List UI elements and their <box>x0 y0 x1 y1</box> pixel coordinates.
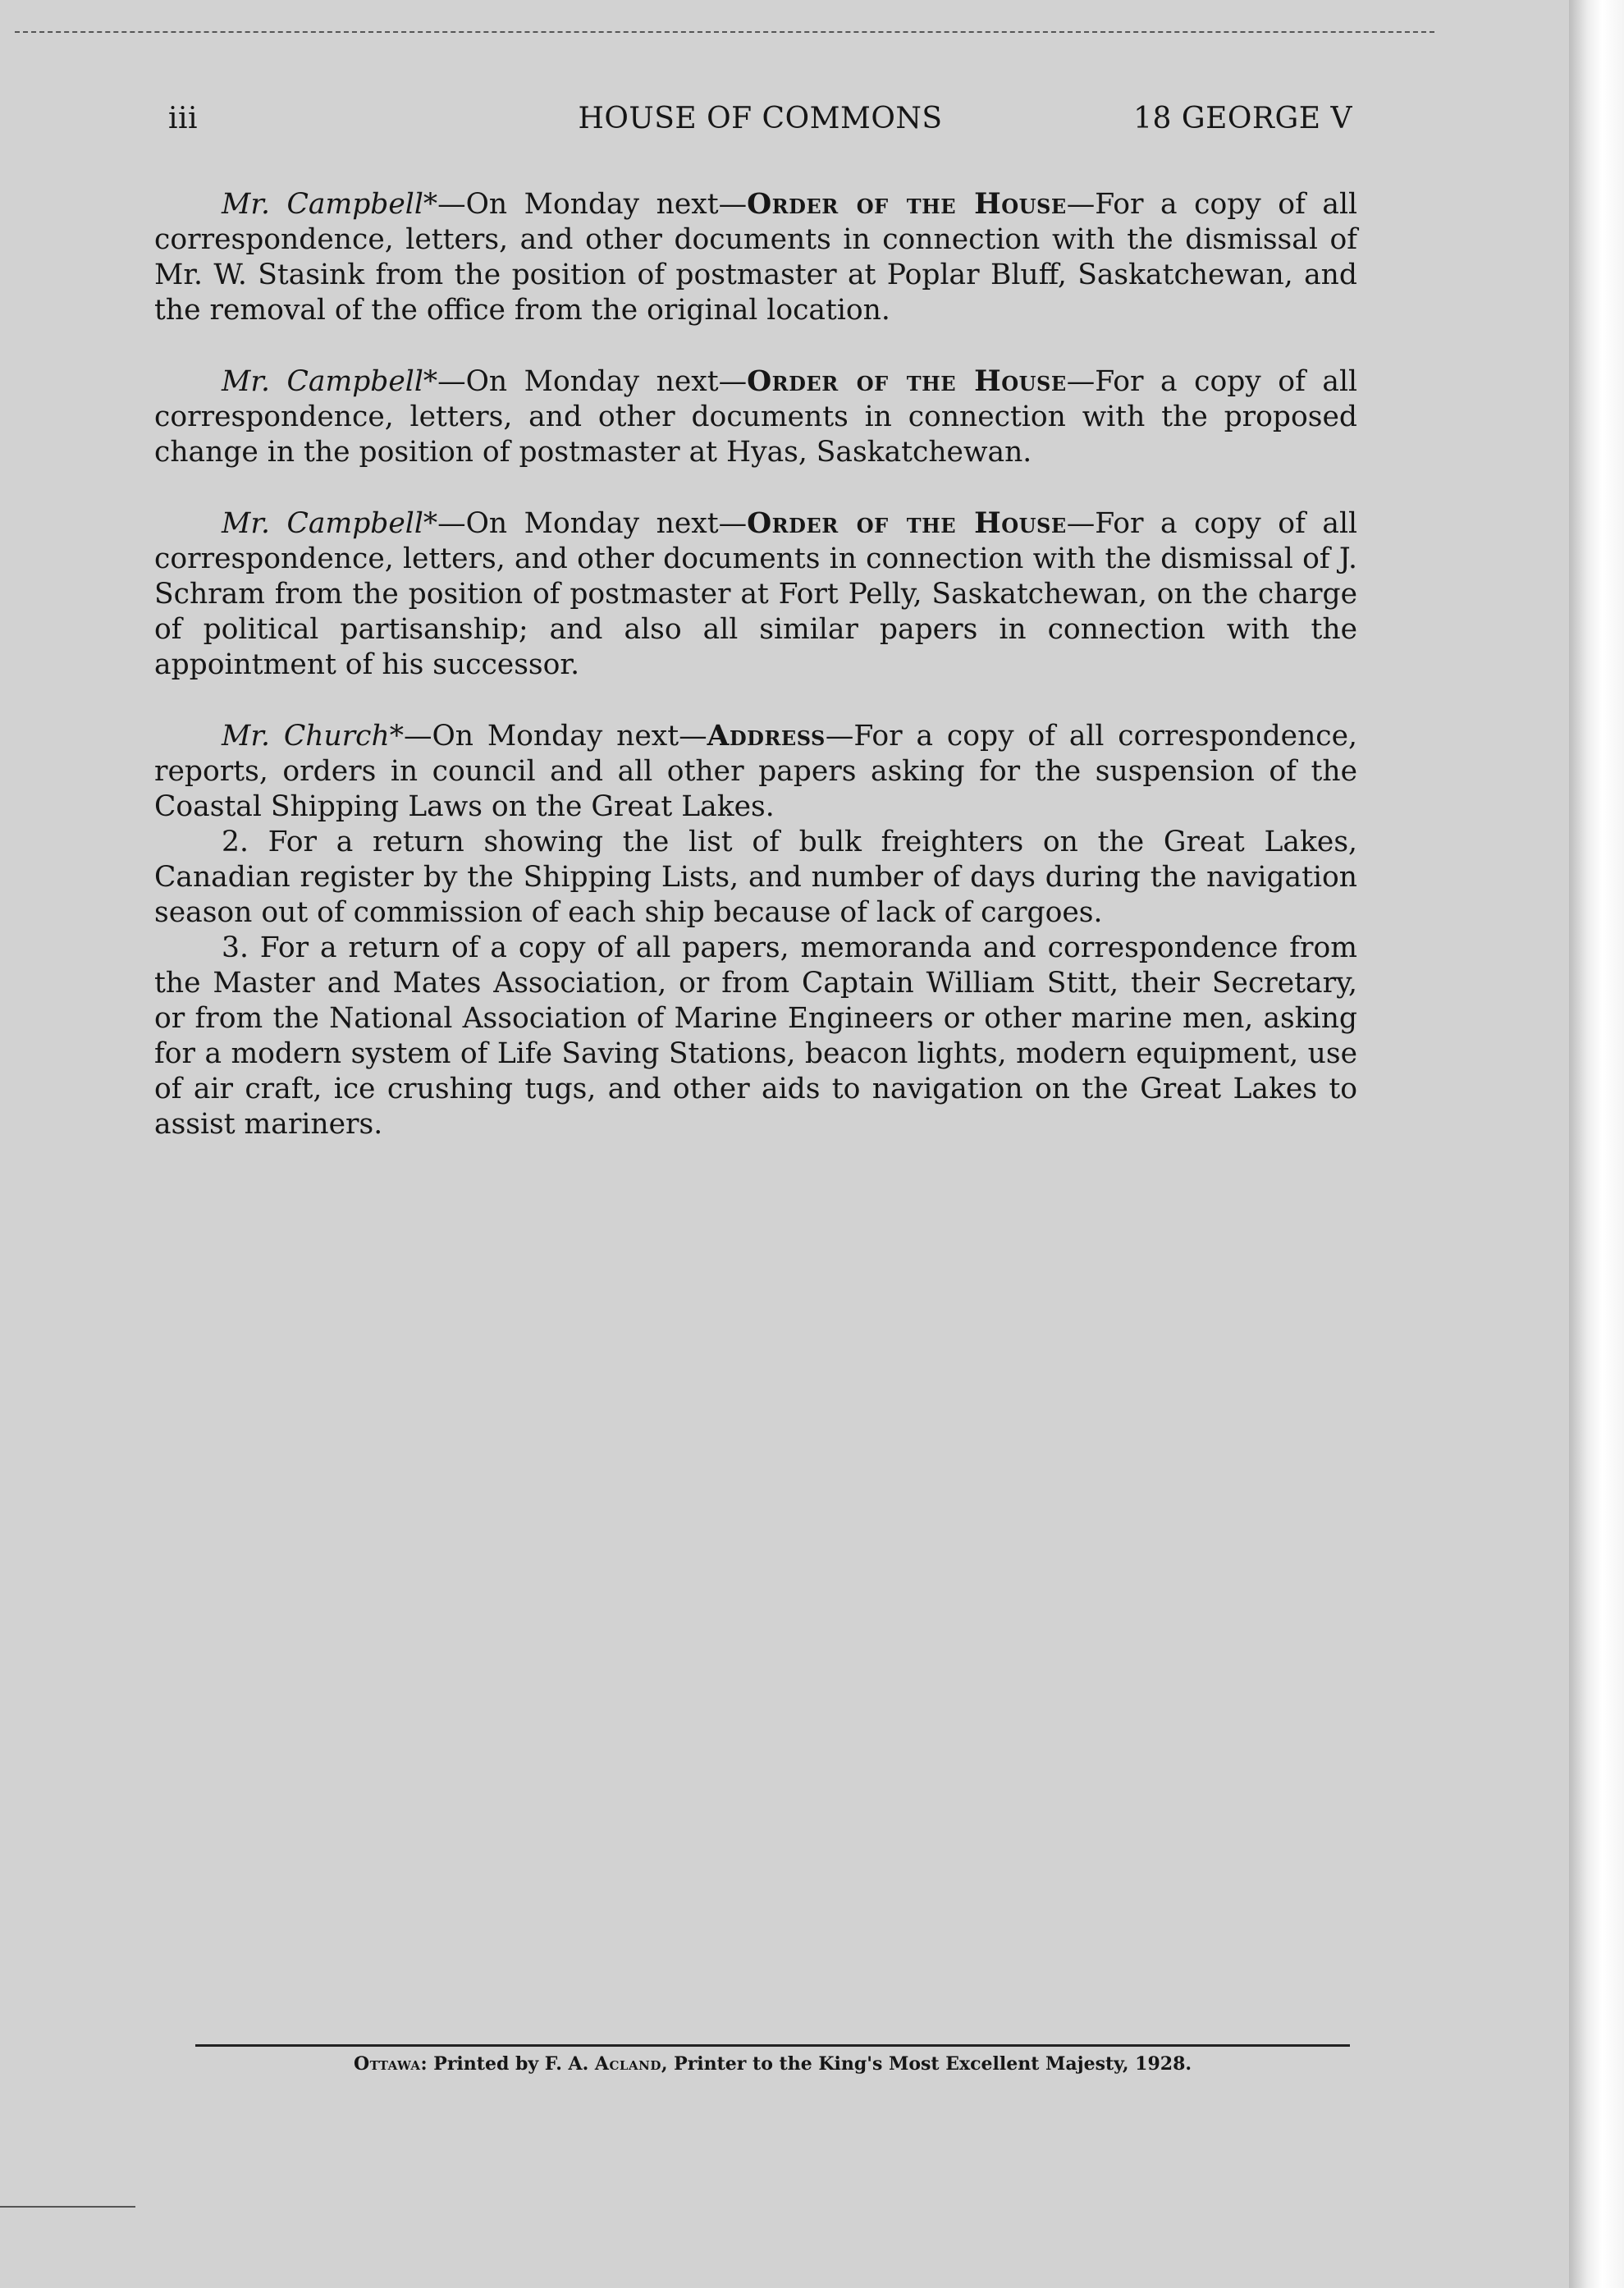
imprint-printer: Acland <box>594 2053 661 2075</box>
notice-paragraph: Mr. Campbell*—On Monday next—Order of the House—For a copy of all correspondence, letters, and other documents in connection with the dismissal of Mr. W. Stasink from the position of postmaster at Poplar Bluff, Saskatchewan, and the removal of the office from the original location. <box>154 188 1358 327</box>
order-label: Order of the House <box>747 507 1067 540</box>
footer-rule <box>195 2044 1350 2047</box>
notices-body <box>154 187 1357 1142</box>
page-number: iii <box>168 102 199 135</box>
regnal-year: 18 GEORGE V <box>1133 102 1352 135</box>
printer-imprint: Ottawa: Printed by F. A. Acland, Printer to the King's Most Excellent Majesty, 1928. <box>353 2053 1192 2075</box>
notice-paragraph: Mr. Campbell*—On Monday next—Order of the House—For a copy of all correspondence, letters, and other documents in connection with the dismissal of J. Schram from the position of postmaster at Fort Pelly, Saskatchewan, on the charge of political partisanship; and also all similar papers in connection with the appointment of his successor. <box>154 507 1358 681</box>
bottom-rule <box>0 2206 135 2208</box>
member-name: Mr. Campbell* <box>222 507 438 540</box>
imprint-city: Ottawa <box>353 2053 421 2075</box>
notice-paragraph: Mr. Campbell*—On Monday next—Order of the House—For a copy of all correspondence, letters, and other documents in connection with the proposed change in the position of postmaster at Hyas, Saskatchewan. <box>154 365 1358 469</box>
order-label: Order of the House <box>747 188 1067 221</box>
address-label: Address <box>707 720 826 753</box>
running-header <box>168 102 1352 143</box>
page-edge-shadow <box>1569 0 1624 2288</box>
member-name: Mr. Church* <box>222 720 404 753</box>
member-name: Mr. Campbell* <box>222 365 438 398</box>
numbered-item: 2. For a return showing the list of bulk freighters on the Great Lakes, Canadian register by the Shipping Lists, and number of days during the navigation season out of commission of each ship because of lack of cargoes. <box>154 826 1357 929</box>
numbered-item: 3. For a return of a copy of all papers, memoranda and correspondence from the Master and Mates Association, or from Captain William Stitt, their Secretary, or from the National Association of Marine Engineers or other marine men, asking for a modern system of Life Saving Stations, beacon lights, modern equipment, use of air craft, ice crushing tugs, and other aids to navigation on the Great Lakes to assist mariners. <box>154 931 1357 1141</box>
header-title: HOUSE OF COMMONS <box>578 102 943 135</box>
notice-paragraph: Mr. Church*—On Monday next—Address—For a copy of all correspondence, reports, orders in council and all other papers asking for the suspension of the Coastal Shipping Laws on the Great Lakes. <box>154 720 1357 823</box>
order-label: Order of the House <box>747 365 1067 398</box>
top-dashed-rule <box>15 31 1434 33</box>
member-name: Mr. Campbell* <box>222 188 438 221</box>
